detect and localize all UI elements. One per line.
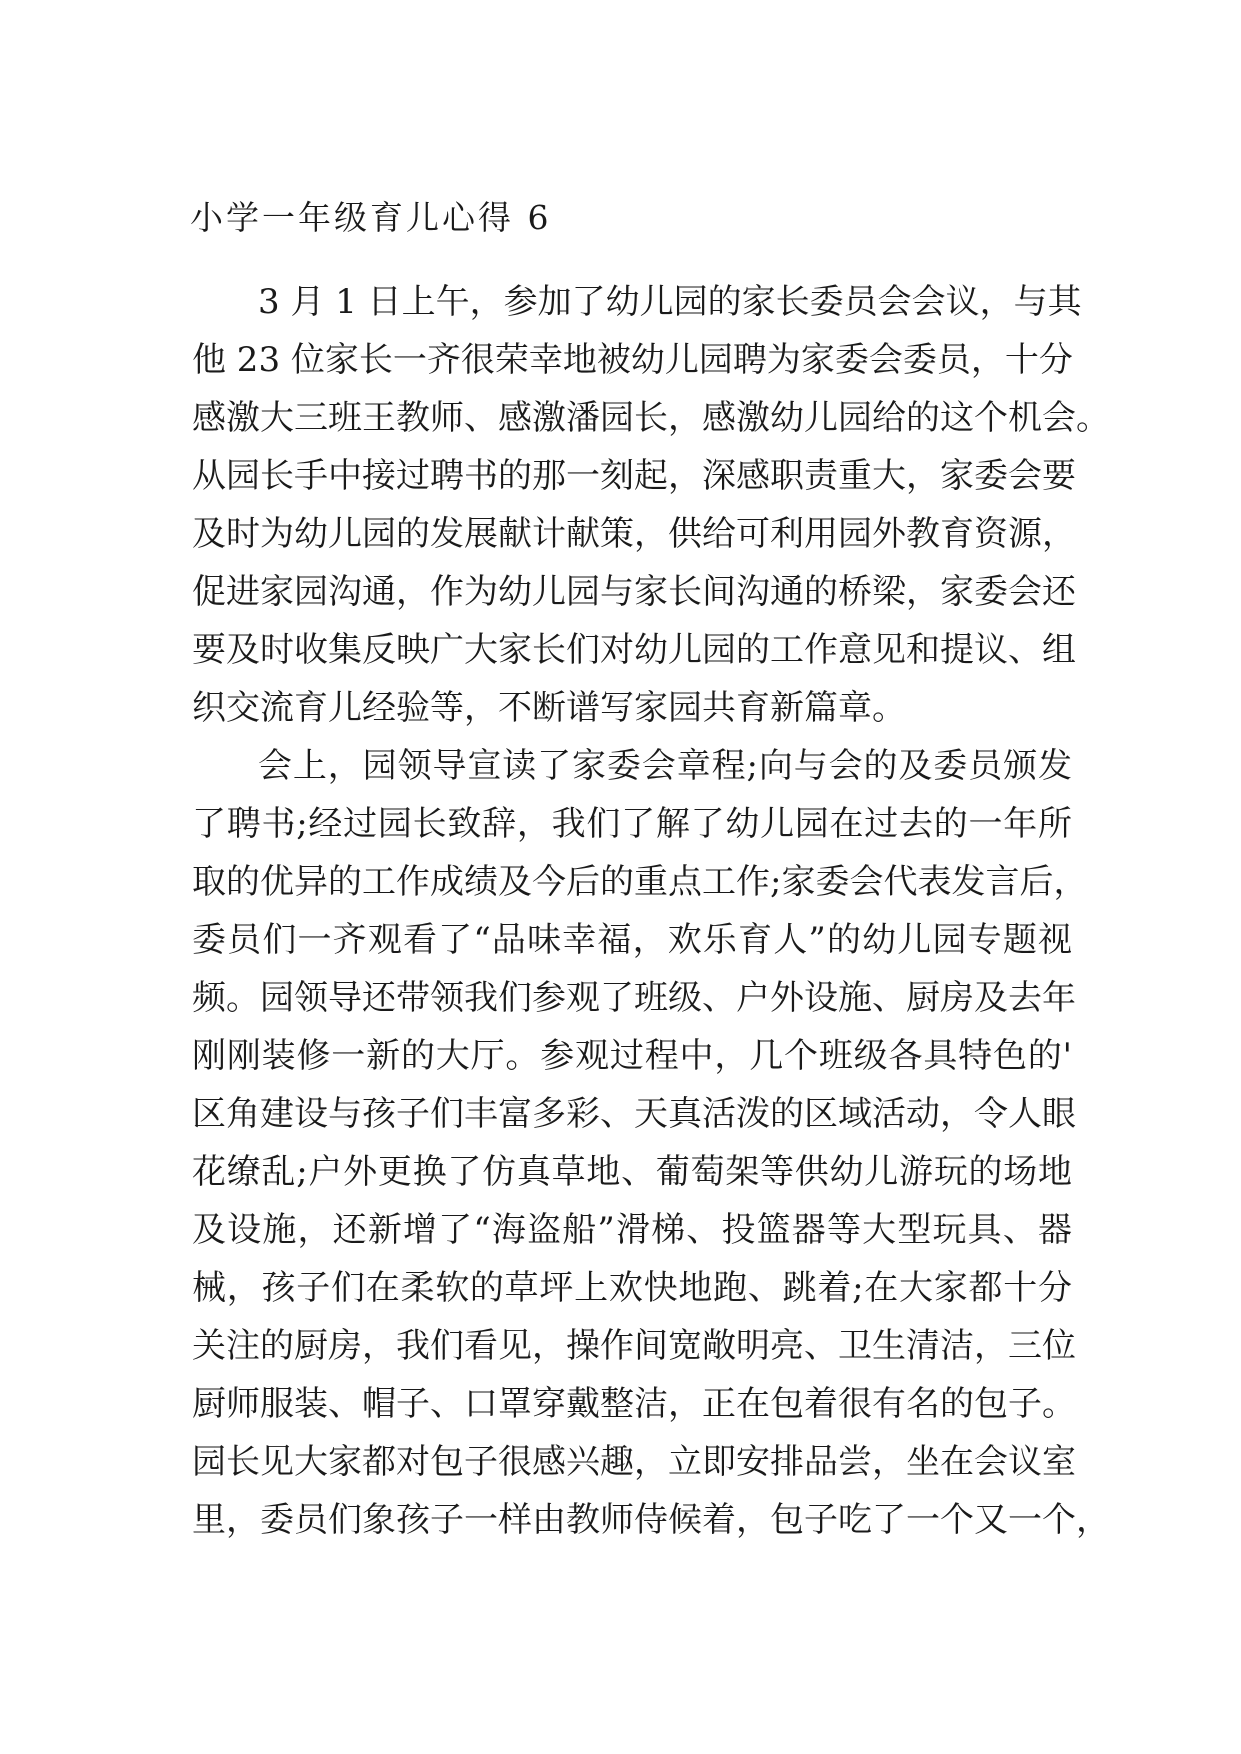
paragraph-line: 了聘书;经过园长致辞，我们了解了幼儿园在过去的一年所 <box>192 804 1072 844</box>
paragraph-line: 他 23 位家长一齐很荣幸地被幼儿园聘为家委会委员，十分 <box>192 340 1073 380</box>
paragraph-line: 及时为幼儿园的发展献计献策，供给可利用园外教育资源， <box>192 514 1076 554</box>
paragraph-line: 3 月 1 日上午，参加了幼儿园的家长委员会会议，与其 <box>258 282 1082 322</box>
paragraph-line: 促进家园沟通，作为幼儿园与家长间沟通的桥梁，家委会还 <box>192 572 1076 612</box>
paragraph-line: 及设施，还新增了“海盗船”滑梯、投篮器等大型玩具、器 <box>192 1210 1072 1250</box>
paragraph-line: 要及时收集反映广大家长们对幼儿园的工作意见和提议、组 <box>192 630 1076 670</box>
paragraph-line: 械，孩子们在柔软的草坪上欢快地跑、跳着;在大家都十分 <box>192 1268 1072 1308</box>
paragraph-line: 刚刚装修一新的大厅。参观过程中，几个班级各具特色的' <box>192 1036 1072 1076</box>
paragraph-line: 会上，园领导宣读了家委会章程;向与会的及委员颁发 <box>258 746 1072 786</box>
paragraph-line: 频。园领导还带领我们参观了班级、户外设施、厨房及去年 <box>192 978 1076 1018</box>
paragraph-line: 厨师服装、帽子、口罩穿戴整洁，正在包着很有名的包子。 <box>192 1384 1076 1424</box>
document-title: 小学一年级育儿心得 6 <box>190 198 552 237</box>
paragraph-line: 委员们一齐观看了“品味幸福，欢乐育人”的幼儿园专题视 <box>192 920 1072 960</box>
paragraph-line: 关注的厨房，我们看见，操作间宽敞明亮、卫生清洁，三位 <box>192 1326 1076 1366</box>
paragraph-line: 园长见大家都对包子很感兴趣，立即安排品尝，坐在会议室 <box>192 1442 1076 1482</box>
paragraph-line: 里，委员们象孩子一样由教师侍候着，包子吃了一个又一个， <box>192 1500 1110 1540</box>
paragraph-line: 区角建设与孩子们丰富多彩、天真活泼的区域活动，令人眼 <box>192 1094 1076 1134</box>
paragraph-line: 从园长手中接过聘书的那一刻起，深感职责重大，家委会要 <box>192 456 1076 496</box>
paragraph-line: 取的优异的工作成绩及今后的重点工作;家委会代表发言后， <box>192 862 1088 902</box>
paragraph-line: 感激大三班王教师、感激潘园长，感激幼儿园给的这个机会。 <box>192 398 1110 438</box>
paragraph-line: 织交流育儿经验等，不断谱写家园共育新篇章。 <box>192 688 906 728</box>
paragraph-line: 花缭乱;户外更换了仿真草地、葡萄架等供幼儿游玩的场地 <box>192 1152 1072 1192</box>
